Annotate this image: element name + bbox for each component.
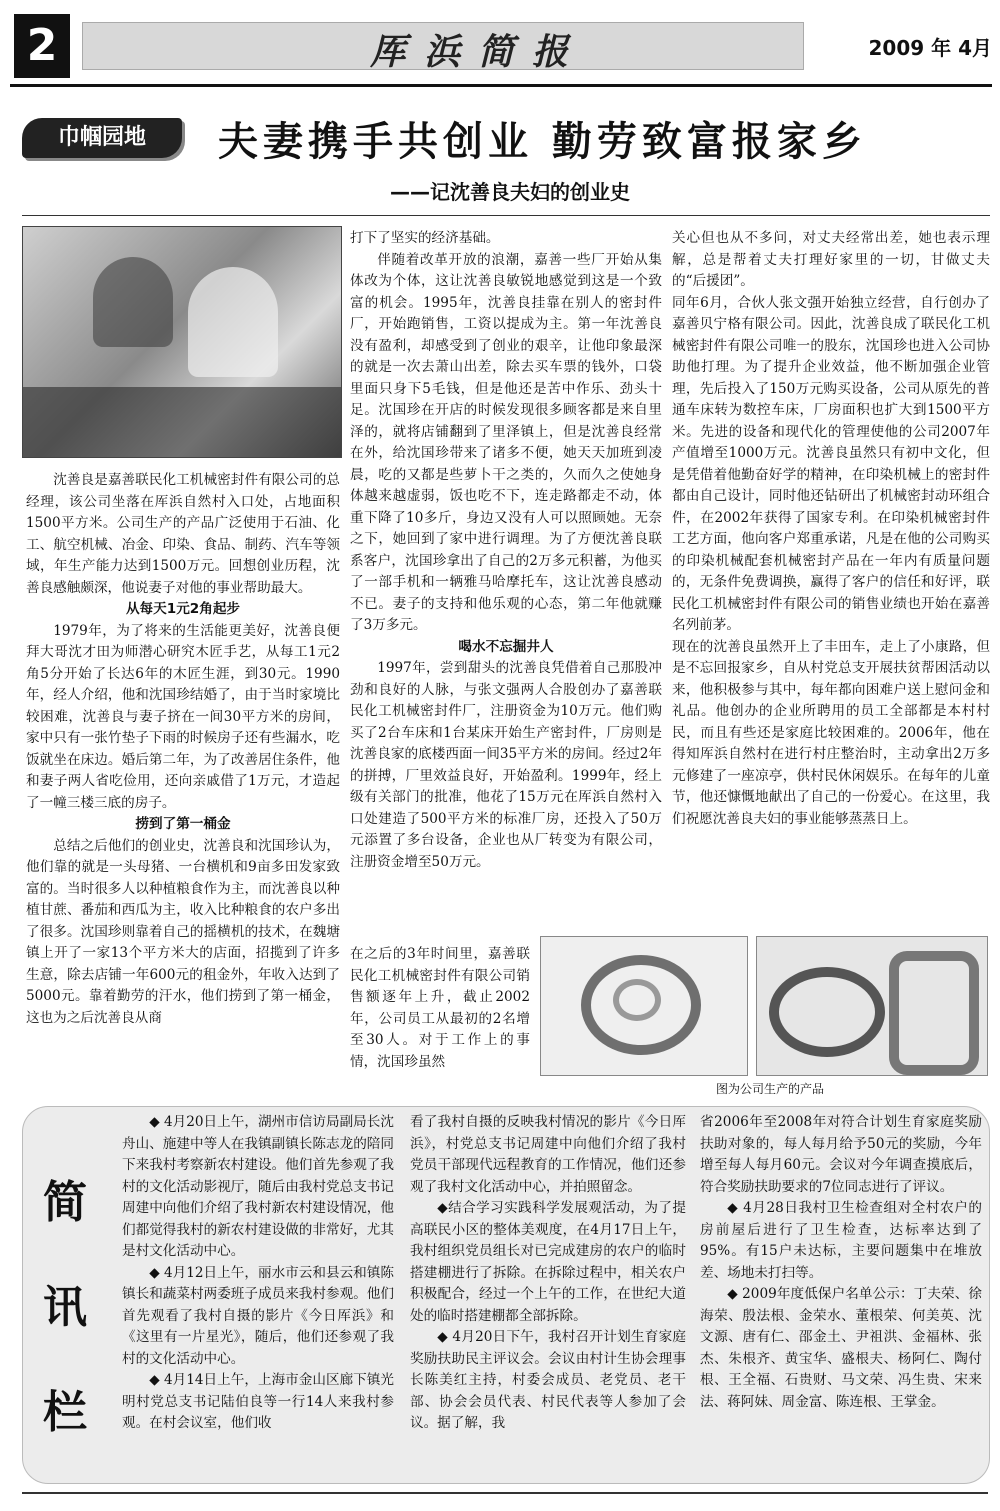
product-ring-inner [613,979,661,1021]
product-photo-seal-parts [756,936,988,1076]
paragraph: 总结之后他们的创业史，沈善良和沈国珍认为，他们靠的就是一头母猪、一台横机和9亩多田发家致富的。当时很多人以种植粮食作为主，而沈善良以种植甘蔗、番茄和西瓜为主，收入比种粮食的农户多出了很多。沈国珍则靠着自己的摇横机的技术，在魏塘镇上开了一家13个平方米大的店面，招揽到了许多生意，除去店铺一年600元的租金外，年收入达到了5000元。靠着勤劳的汗水，他们捞到了第一桶金，这也为之后沈善良从商 [26,837,340,1026]
photo-figure-woman [93,257,173,347]
article-subhead: ——记沈善良夫妇的创业史 [390,180,630,204]
paragraph: ◆ 4月12日上午，丽水市云和县云和镇陈镇长和蔬菜村两委班子成员来我村参观。他们首先观看了我村自摄的影片《今日厍浜》和《这里有一片星光》，随后，他们还参观了我村的文化活动中心。 [122,1264,394,1367]
paragraph: ◆结合学习实践科学发展观活动，为了提高联民小区的整体美观度，在4月17日上午，我村组织党员组长对已完成建房的农户的临时搭建棚进行了拆除。在拆除过程中，相关农户积极配合，经过一个上午的工作，在世纪大道处的临时搭建棚都全部拆除。 [410,1200,686,1324]
paragraph: 伴随着改革开放的浪潮，嘉善一些厂开始从集体改为个体，这让沈善良敏锐地感觉到这是一个致富的机会。1995年，沈善良挂靠在别人的密封件厂，开始跑销售，工资以提成为主。第一年沈善良没有盈利，却感受到了创业的艰辛，让他印象最深的就是一次去萧山出差，除去买车票的钱外，口袋里面只身下5毛钱，但是他还是苦中作乐、劲头十足。沈国珍在开店的时候发现很多顾客都是来自里泽的，就将店铺翻到了里泽镇上，但是沈善良经常在外，给沈国珍带来了诸多不便，她天天加班到凌晨，吃的又都是些萝卜干之类的，久而久之使她身体越来越虚弱，饭也吃不下，连走路都走不动，体重下降了10多斤，身边又没有人可以照顾她。无奈之下，她回到了家中进行调理。为了方便沈善良联系客户，沈国珍拿出了自己的2万多元积蓄，为他买了一部手机和一辆雅马哈摩托车，这让沈善良感动不已。妻子的支持和他乐观的心态，第二年他就赚了3万多元。 [350,251,662,633]
news-column-2 [410,1112,686,1435]
page-number: 2 [14,14,70,78]
paragraph: ◆ 2009年度低保户名单公示：丁夫荣、徐海荣、殷法根、金荣水、董根荣、何美英、沈文源、唐有仁、邵金土、尹祖洪、金福林、张杰、朱根齐、黄宝华、盛根夫、杨阿仁、陶付根、王全福、石贵财、马文荣、冯生贵、宋来法、蒋阿妹、周金富、陈连根、王掌金。 [700,1286,982,1410]
paragraph: 沈善良是嘉善联民化工机械密封件有限公司的总经理，该公司坐落在厍浜自然村入口处，占地面积1500平方米。公司生产的产品广泛使用于石油、化工、航空机械、冶金、印染、食品、制药、汽车等领域，年生产能力达到1500万元。回想创业历程，沈善良感触颇深，他说妻子对他的事业帮助最大。 [26,472,340,596]
news-label-char: 栏 [43,1387,87,1438]
subsection-heading: 喝水不忘掘井人 [458,638,554,655]
couple-photo [22,226,342,458]
paragraph: 看了我村自摄的反映我村情况的影片《今日厍浜》，村党总支书记周建中向他们介绍了我村党员干部现代远程教育的工作情况，他们还参观了我村文化活动中心，并拍照留念。 [410,1114,686,1195]
article-column-2-tail [350,944,530,1073]
section-badge: 巾帼园地 [22,118,182,158]
paragraph: 1997年，尝到甜头的沈善良凭借着自己那股冲劲和良好的人脉，与张文强两人合股创办了嘉善联民化工机械密封件厂，注册资金为10万元。他们购买了2台车床和1台某床开始生产密封件，厂房则是沈善良家的底楼西面一间35平方米的房间。经过2年的拼搏，厂里效益良好，开始盈利。1999年，经上级有关部门的批准，他花了15万元在厍浜自然村入口处建造了500平方米的标准厂房，还投入了50万元添置了多台设备，企业也从厂转变为有限公司，注册资金增至50万元。 [350,660,662,870]
masthead-title: 厍浜简报 [370,31,587,73]
issue-date: 2009 年 4月 [868,36,992,60]
subsection-heading: 从每天1元2角起步 [125,601,241,617]
photo-desk [23,387,341,457]
product-photo-seal-housing [540,936,748,1076]
subsection-heading: 捞到了第一桶金 [135,816,231,832]
paragraph: 打下了坚实的经济基础。 [350,230,500,246]
header-divider [10,84,992,87]
paragraph: ◆ 4月20日下午，我村召开计划生育家庭奖励扶助民主评议会。会议由村计生协会理事长陈美红主持，村委会成员、老党员、老干部、协会会员代表、村民代表等人参加了会议。据了解，我 [410,1329,686,1431]
article-column-3 [672,228,990,830]
paragraph: 现在的沈善良虽然开上了丰田车，走上了小康路，但是不忘回报家乡，自从村党总支开展扶贫帮困活动以来，他积极参与其中，每年都向困难户送上慰问金和礼品。他创办的企业所聘用的员工全部都是本村村民，而且有些还是家庭比较困难的。2006年，他在得知厍浜自然村在进行村庄整治时，主动拿出2万多元修建了一座凉亭，供村民休闲娱乐。在每年的儿童节，他还慷慨地献出了自己的一份爱心。在这里，我们祝愿沈善良夫妇的事业能够蒸蒸日上。 [672,638,990,827]
paragraph: 同年6月，合伙人张文强开始独立经营，自行创办了嘉善贝宁格有限公司。因此，沈善良成了联民化工机械密封件有限公司唯一的股东，沈国珍也进入公司协助他打理。为了提升企业效益，他不断加强企业管理，先后投入了150万元购买设备，公司从原先的普通车床转为数控车床，厂房面积也扩大到1500平方米。先进的设备和现代化的管理使他的公司2007年产值增至1000万元。沈善良虽然只有初中文化，但是凭借着他勤奋好学的精神，在印染机械上的密封件都由自己设计，同时他还钻研出了机械密封动环组合件，在2002年获得了国家专利。在印染机械密封件工艺方面，他向客户郑重承诺，凡是在他的公司购买的印染机械配套机械密封产品在一年内有质量问题的，无条件免费调换，赢得了客户的信任和好评，联民化工机械密封件有限公司的销售业绩也开始在嘉善名列前茅。 [672,294,990,633]
news-column-3 [700,1112,982,1413]
article-column-2 [350,228,662,873]
paragraph: 在之后的3年时间里，嘉善联民化工机械密封件有限公司销售额逐年上升，截止2002年，公司员工从最初的2名增至30人。对于工作上的事情，沈国珍虽然 [350,946,530,1070]
news-label-char: 简 [43,1177,87,1228]
product-spring-seal [889,951,979,1075]
news-label [40,1150,90,1465]
article-column-1 [26,470,340,1029]
news-column-1 [122,1112,394,1435]
paragraph: ◆ 4月20日上午，湖州市信访局副局长沈舟山、施建中等人在我镇副镇长陈志龙的陪同下来我村考察新农村建设。他们首先参观了我村的文化活动影视厅，随后由我村党总支书记周建中向他们介绍了我村新农村建设情况，他们都觉得我村的新农村建设做的非常好，尤其是村文化活动中心。 [122,1114,394,1259]
paragraph: 关心但也从不多问，对丈夫经常出差，她也表示理解，总是帮着丈夫打理好家里的一切，甘做丈夫的“后援团”。 [672,230,990,289]
footer-divider [22,1492,988,1494]
product-ring-flat [769,967,885,1057]
photo-figure-man [188,267,278,377]
product-caption: 图为公司生产的产品 [715,1082,824,1096]
paragraph: 省2006年至2008年对符合计划生育家庭奖励扶助对象的，每人每月给予50元的奖励，今年增至每人每月60元。会议对今年调查摸底后，符合奖励扶助要求的7位同志进行了评议。 [700,1114,982,1195]
news-label-char: 讯 [43,1282,87,1333]
article-headline: 夫妻携手共创业 勤劳致富报家乡 [218,119,867,165]
paragraph: ◆ 4月14日上午，上海市金山区廊下镇光明村党总支书记陆伯良等一行14人来我村参观。在村会议室，他们收 [122,1372,394,1431]
paragraph: 1979年，为了将来的生活能更美好，沈善良便拜大哥沈才田为师潜心研究木匠手艺，从每工1元2角5分开始了长达6年的木匠生涯，到30元。1990年，经人介绍，他和沈国珍结婚了，由于当时家境比较困难，沈善良与妻子挤在一间30平方米的房间，家中只有一张竹垫子下雨的时候房子还有些漏水，吃饭就坐在床边。婚后第二年，为了改善居住条件，他和妻子两人省吃俭用，还向亲戚借了1万元，才造起了一幢三楼三底的房子。 [26,622,340,811]
paragraph: ◆ 4月28日我村卫生检查组对全村农户的房前屋后进行了卫生检查，达标率达到了95%。有15户未达标，主要问题集中在堆放差、场地未打扫等。 [700,1200,982,1281]
headline-divider [22,215,990,216]
